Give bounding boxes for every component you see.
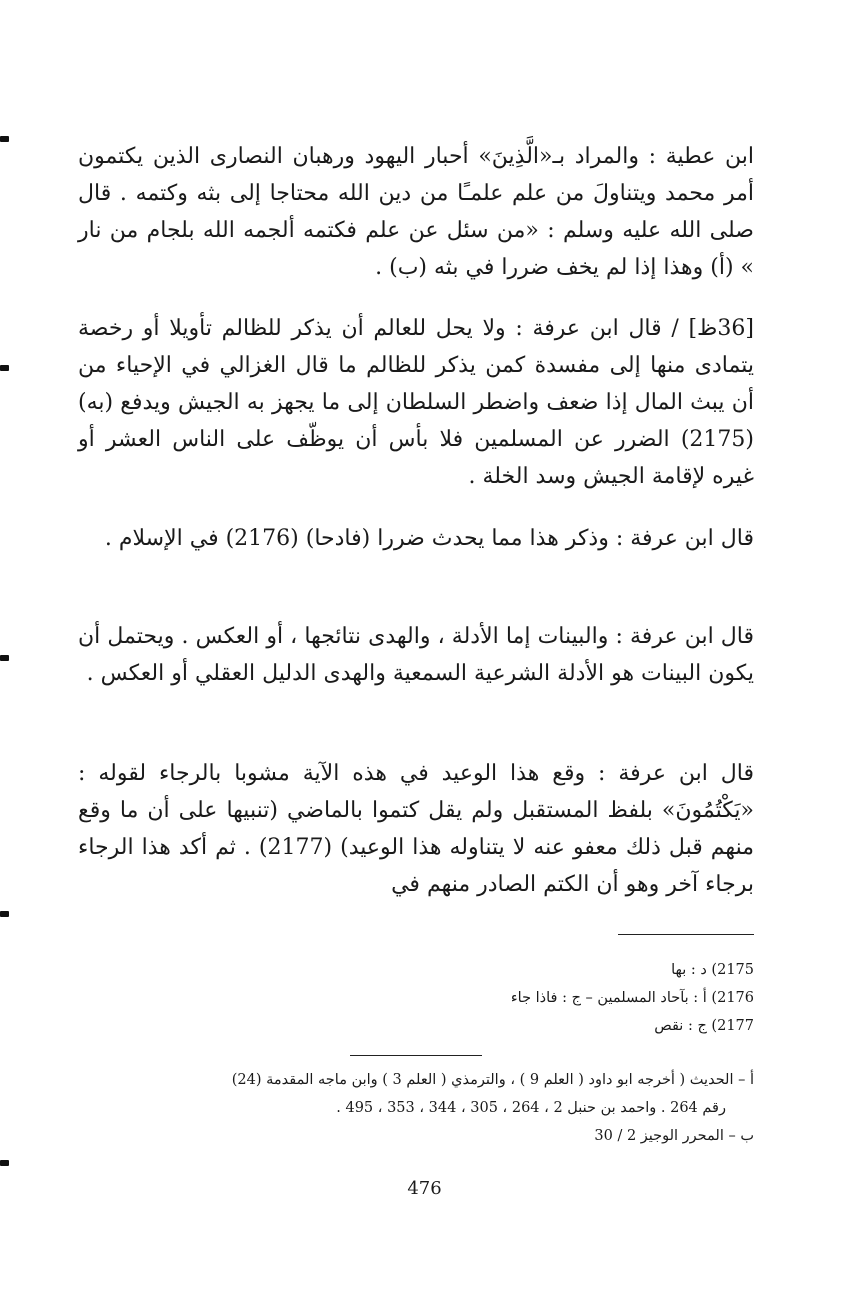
paragraph-3 — [78, 520, 754, 557]
margin-mark — [0, 365, 9, 371]
paragraph-text: [36ظ] / قال ابن عرفة : ولا يحل للعالم أن يذكر للظالم تأويلا أو رخصة يتمادى منها إلى مفسدة كمن يذكر للظالم ما قال الغزالي في الإحياء من أن يبث المال إذا ضعف واضطر السلطان إلى ما يجهز به الجيش ويدفع (به) (2175) الضرر عن المسلمين فلا بأس أن يوظّف على الناس العشر أو غيره لإقامة الجيش وسد الخلة . — [78, 316, 755, 489]
footnote-text: د : بها — [671, 962, 707, 978]
paragraph-2 — [78, 310, 754, 495]
source-note-b: ب – المحرر الوجيز 2 / 30 — [594, 1128, 754, 1144]
paragraph-4 — [78, 618, 754, 692]
margin-mark — [0, 911, 9, 917]
paragraph-5 — [78, 755, 754, 903]
footnote-2175 — [78, 956, 754, 984]
paragraph-text: قال ابن عرفة : وقع هذا الوعيد في هذه الآية مشوبا بالرجاء لقوله : «يَكْتُمُونَ» بلفظ المستقبل ولم يقل كتموا بالماضي (تنبيها على أن ما وقع منهم قبل ذلك معفو عنه لا يتناوله هذا الوعيد) (2177) . ثم أكد هذا الرجاء برجاء آخر وهو أن الكتم الصادر منهم في — [78, 761, 754, 897]
source-notes — [78, 1066, 754, 1150]
sources-separator — [350, 1055, 482, 1056]
footnote-number: 2177) — [711, 1018, 754, 1034]
source-note-a-continued: رقم 264 . واحمد بن حنبل 2 ، 264 ، 305 ، 344 ، 353 ، 495 . — [336, 1100, 726, 1116]
footnote-2177 — [78, 1012, 754, 1040]
source-note-a: أ – الحديث ( أخرجه ابو داود ( العلم 9 ) ، والترمذي ( العلم 3 ) وابن ماجه المقدمة (24) — [231, 1072, 754, 1088]
paragraph-text: ابن عطية : والمراد بـ«الَّذِينَ» أحبار اليهود ورهبان النصارى الذين يكتمون أمر محمد ويتناولَ من علم علمـًا من دين الله محتاجا إلى بثه وكتمه . قال صلى الله عليه وسلم : «من سئل عن علم فكتمه ألجمه الله بلجام من نار » (أ) وهذا إذا لم يخف ضررا في بثه (ب) . — [78, 144, 754, 280]
margin-mark — [0, 655, 9, 661]
margin-mark — [0, 1160, 9, 1166]
page-number: 476 — [407, 1178, 442, 1199]
footnote-text: أ : بآحاد المسلمين – ج : فاذا جاء — [510, 990, 707, 1006]
paragraph-1 — [78, 138, 754, 286]
footnote-text: ج : نقص — [654, 1018, 707, 1034]
footnote-number: 2176) — [711, 990, 754, 1006]
footnote-2176 — [78, 984, 754, 1012]
margin-mark — [0, 136, 9, 142]
paragraph-text: قال ابن عرفة : والبينات إما الأدلة ، والهدى نتائجها ، أو العكس . ويحتمل أن يكون البينات هو الأدلة الشرعية السمعية والهدى الدليل العقلي أو العكس . — [78, 624, 754, 686]
footnote-separator — [618, 934, 754, 935]
footnotes — [78, 956, 754, 1040]
paragraph-text: قال ابن عرفة : وذكر هذا مما يحدث ضررا (فادحا) (2176) في الإسلام . — [104, 526, 754, 551]
footnote-number: 2175) — [711, 962, 754, 978]
